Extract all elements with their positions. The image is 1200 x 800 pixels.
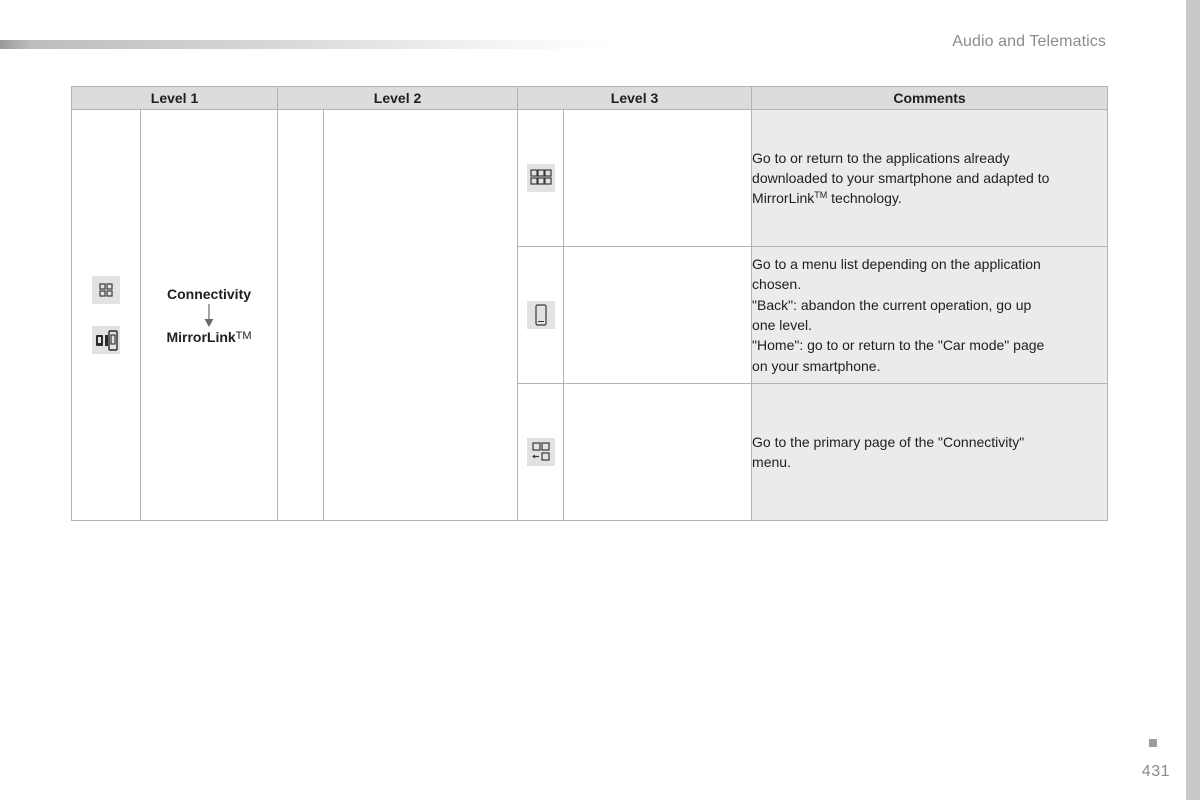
comment-line: Go to or return to the applications already	[752, 149, 1010, 166]
comment-line: Go to a menu list depending on the application	[752, 256, 1041, 273]
level3-label-cell	[564, 384, 752, 521]
level3-label-cell	[564, 247, 752, 384]
applications-grid-icon	[527, 164, 555, 192]
level2-icon-cell	[278, 110, 324, 521]
comment-cell	[752, 384, 1108, 521]
comment-line: "Home": go to or return to the "Car mode" page	[752, 337, 1045, 354]
comment-line: on your smartphone.	[752, 357, 881, 374]
smartphone-icon	[527, 301, 555, 329]
level2-label-cell	[324, 110, 518, 521]
page-marker	[1149, 739, 1157, 747]
column-header-comments: Comments	[752, 87, 1108, 110]
comment-cell	[752, 247, 1108, 384]
header-gradient-bar	[0, 40, 610, 49]
level3-icon-cell	[518, 110, 564, 247]
column-header-level1: Level 1	[72, 87, 278, 110]
level1-connectivity-label: Connectivity	[167, 285, 252, 302]
level1-mirrorlink-label: MirrorLink™	[166, 328, 252, 345]
down-arrow-icon	[141, 303, 277, 329]
connectivity-grid-icon	[92, 276, 120, 304]
level3-label-cell	[564, 110, 752, 247]
comment-line: one level.	[752, 317, 812, 333]
trademark-mark: TM	[235, 329, 252, 342]
level1-label-cell	[141, 110, 278, 521]
level3-icon-cell	[518, 247, 564, 384]
page-edge-strip	[1186, 0, 1200, 800]
level1-icon-cell	[72, 110, 141, 521]
comment-line: "Back": abandon the current operation, go up	[752, 296, 1032, 313]
section-title: Audio and Telematics	[952, 33, 1106, 50]
column-header-level3: Level 3	[518, 87, 752, 110]
comment-line: menu.	[752, 454, 791, 470]
table-header-row	[72, 87, 1108, 110]
menu-table	[71, 86, 1108, 521]
comment-cell	[752, 110, 1108, 247]
page-number: 431	[1141, 763, 1170, 780]
level3-icon-cell	[518, 384, 564, 521]
comment-line: chosen.	[752, 276, 802, 293]
column-header-level2: Level 2	[278, 87, 518, 110]
trademark-mark: TM	[814, 190, 828, 201]
comment-line: Go to the primary page of the "Connectivity"	[752, 433, 1025, 450]
table-row	[72, 110, 1108, 247]
connectivity-return-icon	[527, 438, 555, 466]
mirrorlink-icon	[92, 326, 120, 354]
comment-line: MirrorLink™ technology.	[752, 190, 902, 207]
comment-line: downloaded to your smartphone and adapted to	[752, 169, 1050, 186]
